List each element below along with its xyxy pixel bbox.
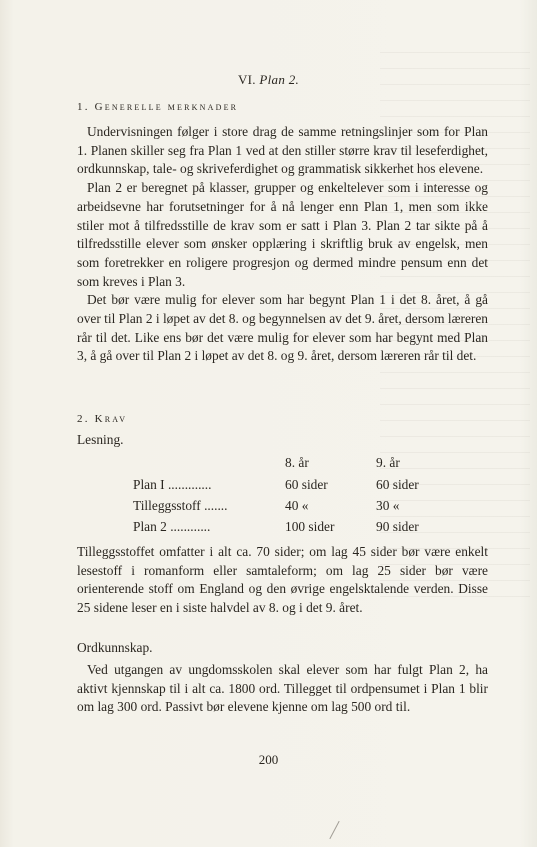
reading-requirements-table [133, 455, 453, 540]
table-header-cell: 8. år [285, 455, 309, 470]
lesning-label: Lesning. [77, 432, 124, 447]
vocabulary-text [77, 661, 488, 717]
pencil-mark [329, 821, 339, 839]
section-heading-general: 1. Generelle merknader [77, 101, 239, 113]
table-row [133, 477, 453, 498]
vocabulary-paragraph: Ved utgangen av ungdomsskolen skal elever som har fulgt Plan 2, ha aktivt kjennskap til i alt ca. 1800 ord. Tillegget til ordpensumet i Plan 1 blir om lag 300 ord. Passivt bør elevene kjenne om lag 500 ord til. [77, 662, 488, 715]
table-header-row [133, 455, 453, 477]
table-row [133, 519, 453, 540]
section-heading-krav: 2. Krav [77, 413, 128, 425]
table-cell: 60 sider [285, 477, 328, 492]
table-cell: Tilleggsstoff ....... [133, 498, 228, 513]
paragraph-2: Plan 2 er beregnet på klasser, grupper og enkeltelever som i interesse og arbeidsevne har forutsetninger for å nå lenger enn Plan 1, men som ikke stiler mot å tilfredsstille de krav som er satt i Plan 3. Plan 2 tar sikte på å tilfredsstille elever som ønsker opplæring i skriftlig bruk av engelsk, men som foretrekker en roligere progresjon og dermed mindre pensum enn det som kreves i Plan 3. [77, 180, 488, 289]
supplementary-note-text: Tilleggsstoffet omfatter i alt ca. 70 sider; om lag 45 sider bør være enkelt lesestoff i romanform eller samtaleform; om lag 25 sider bør være orienterende stoff om England og den øvrige engelsktalende verden. Disse 25 sidene leser en i siste halvdel av 8. og i det 9. året. [77, 544, 488, 616]
table-cell: 30 « [376, 498, 400, 513]
ordkunnskap-label: Ordkunnskap. [77, 640, 153, 655]
table-cell: Plan 2 ............ [133, 519, 211, 534]
paragraph-1: Undervisningen følger i store drag de samme retningslinjer som for Plan 1. Planen skiller seg fra Plan 1 ved at den stiller større krav til leseferdighet, ordkunnskap, tale- og skriveferdighet og grammatisk sikkerhet hos elevene. [77, 124, 488, 177]
table-row [133, 498, 453, 519]
paragraph-3: Det bør være mulig for elever som har begynt Plan 1 i det 8. året, å gå over til Plan 2 i løpet av det 8. og begynnelsen av det 9. året, dersom læreren rår til det. Like ens bør det være mulig for elever som har begynt med Plan 3, å gå over til Plan 2 i løpet av det 8. og 9. året, dersom læreren rår til det. [77, 292, 488, 364]
chapter-title [0, 72, 537, 88]
supplementary-note [77, 543, 488, 618]
chapter-plan-title: Plan 2. [259, 72, 300, 87]
table-header-cell: 9. år [376, 455, 400, 470]
chapter-roman-numeral: VI. [237, 72, 256, 87]
table-cell: 40 « [285, 498, 309, 513]
table-cell: 100 sider [285, 519, 335, 534]
table-cell: 90 sider [376, 519, 419, 534]
page-number: 200 [258, 752, 279, 767]
table-cell: Plan I ............. [133, 477, 212, 492]
table-cell: 60 sider [376, 477, 419, 492]
general-remarks-text [77, 123, 488, 366]
